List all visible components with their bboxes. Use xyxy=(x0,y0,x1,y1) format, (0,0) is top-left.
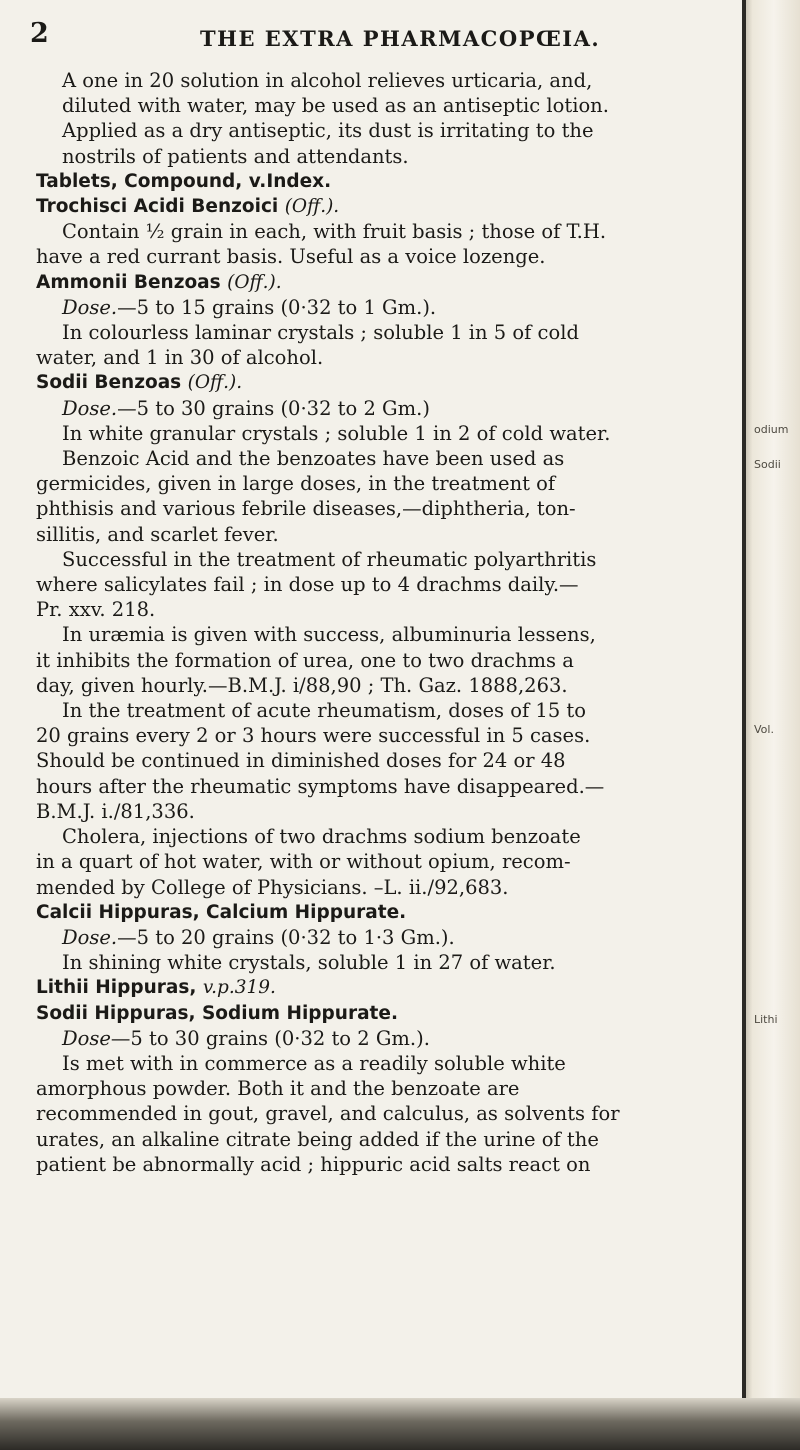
paragraph-urticaria xyxy=(36,68,716,169)
text-line: Is met with in commerce as a readily soluble white xyxy=(62,1051,566,1075)
heading-label: Calcii Hippuras, Calcium Hippurate. xyxy=(36,901,407,923)
heading-sodii-benzoas xyxy=(36,370,716,395)
running-head: THE EXTRA PHARMACOPŒIA. xyxy=(200,26,601,51)
heading-note: v.p.319. xyxy=(202,977,276,999)
bottom-shadow xyxy=(0,1398,800,1450)
heading-label: Trochisci Acidi Benzoici xyxy=(36,196,279,218)
page-number: 2 xyxy=(30,18,49,49)
heading-sodii-hippuras xyxy=(36,1001,716,1026)
heading-calcii-hippuras xyxy=(36,900,716,925)
heading-note: (Off.). xyxy=(227,271,282,293)
text-line: urates, an alkaline citrate being added if the urine of the xyxy=(36,1127,599,1151)
text-line: nostrils of patients and attendants. xyxy=(62,144,409,168)
dose-line xyxy=(36,1026,716,1051)
heading-label: Sodii Benzoas xyxy=(36,372,182,394)
dose-label: Dose xyxy=(62,1026,111,1050)
text-line: diluted with water, may be used as an antiseptic lotion. xyxy=(62,94,609,118)
text-line: where salicylates fail ; in dose up to 4 drachms daily.— xyxy=(36,573,579,597)
text-line: Pr. xxv. 218. xyxy=(36,598,156,622)
dose-text: —5 to 30 grains (0·32 to 2 Gm.) xyxy=(117,396,430,420)
heading-text: Tablets, Compound, v.Index. xyxy=(36,170,332,192)
page-header xyxy=(0,18,742,58)
text-line: patient be abnormally acid ; hippuric acid salts react on xyxy=(36,1152,591,1176)
paragraph-sodii-hippuras xyxy=(36,1051,716,1177)
heading-trochisci xyxy=(36,194,716,219)
text-line: 20 grains every 2 or 3 hours were successful in 5 cases. xyxy=(36,724,591,748)
paragraph-ammonii xyxy=(36,320,716,370)
dose-line xyxy=(36,396,716,421)
bleed-through-text: Sodii xyxy=(754,458,781,471)
dose-line xyxy=(36,925,716,950)
bleed-through-text: odium xyxy=(754,423,789,436)
text-line: In the treatment of acute rheumatism, doses of 15 to xyxy=(62,699,586,723)
text-line: Contain ½ grain in each, with fruit basis ; those of T.H. xyxy=(62,220,607,244)
text-line: mended by College of Physicians. –L. ii./92,683. xyxy=(36,875,509,899)
text-line: recommended in gout, gravel, and calculus, as solvents for xyxy=(36,1102,620,1126)
dose-label: Dose. xyxy=(62,396,118,420)
heading-label: Lithii Hippuras, xyxy=(36,977,197,999)
text-line: In white granular crystals ; soluble 1 in 2 of cold water. xyxy=(62,421,611,445)
heading-note: (Off.). xyxy=(187,372,243,394)
heading-label: Ammonii Benzoas xyxy=(36,271,221,293)
text-line: in a quart of hot water, with or without opium, recom- xyxy=(36,850,571,874)
text-line: it inhibits the formation of urea, one to two drachms a xyxy=(36,648,574,672)
text-line: sillitis, and scarlet fever. xyxy=(36,522,279,546)
text-line: phthisis and various febrile diseases,—diphtheria, ton- xyxy=(36,497,576,521)
text-line: Applied as a dry antiseptic, its dust is irritating to the xyxy=(62,119,594,143)
text-line: water, and 1 in 30 of alcohol. xyxy=(36,346,324,370)
heading-note: (Off.). xyxy=(284,196,340,218)
bleed-through-text: Lithi xyxy=(754,1013,778,1026)
paragraph-trochisci xyxy=(36,219,716,269)
text-line: hours after the rheumatic symptoms have disappeared.— xyxy=(36,774,605,798)
text-line: In uræmia is given with success, albuminuria lessens, xyxy=(62,623,596,647)
paragraph-calcii xyxy=(36,950,716,975)
body-text xyxy=(36,68,716,1177)
heading-ammonii xyxy=(36,270,716,295)
text-line: germicides, given in large doses, in the treatment of xyxy=(36,472,556,496)
bleed-through-text: Vol. xyxy=(754,723,774,736)
dose-text: —5 to 30 grains (0·32 to 2 Gm.). xyxy=(110,1026,430,1050)
text-line: B.M.J. i./81,336. xyxy=(36,799,195,823)
paragraph-sodii-benzoas xyxy=(36,421,716,900)
text-line: have a red currant basis. Useful as a voice lozenge. xyxy=(36,245,546,269)
text-line: day, given hourly.—B.M.J. i/88,90 ; Th. Gaz. 1888,263. xyxy=(36,673,568,697)
heading-label: Sodii Hippuras, Sodium Hippurate. xyxy=(36,1002,398,1024)
text-line: amorphous powder. Both it and the benzoate are xyxy=(36,1077,520,1101)
dose-text: —5 to 20 grains (0·32 to 1·3 Gm.). xyxy=(117,925,455,949)
page-edge xyxy=(742,0,746,1450)
text-line: Cholera, injections of two drachms sodium benzoate xyxy=(62,825,581,849)
text-line: Should be continued in diminished doses for 24 or 48 xyxy=(36,749,566,773)
text-line: A one in 20 solution in alcohol relieves urticaria, and, xyxy=(62,69,593,92)
text-line: In shining white crystals, soluble 1 in 27 of water. xyxy=(62,951,556,975)
text-line: In colourless laminar crystals ; soluble 1 in 5 of cold xyxy=(62,321,579,345)
text-line: Successful in the treatment of rheumatic polyarthritis xyxy=(62,547,597,571)
dose-line xyxy=(36,295,716,320)
heading-lithii-hippuras xyxy=(36,975,716,1000)
dose-label: Dose. xyxy=(62,925,118,949)
dose-label: Dose. xyxy=(62,295,118,319)
text-line: Benzoic Acid and the benzoates have been used as xyxy=(62,447,565,471)
heading-tablets xyxy=(36,169,716,194)
dose-text: —5 to 15 grains (0·32 to 1 Gm.). xyxy=(117,295,437,319)
